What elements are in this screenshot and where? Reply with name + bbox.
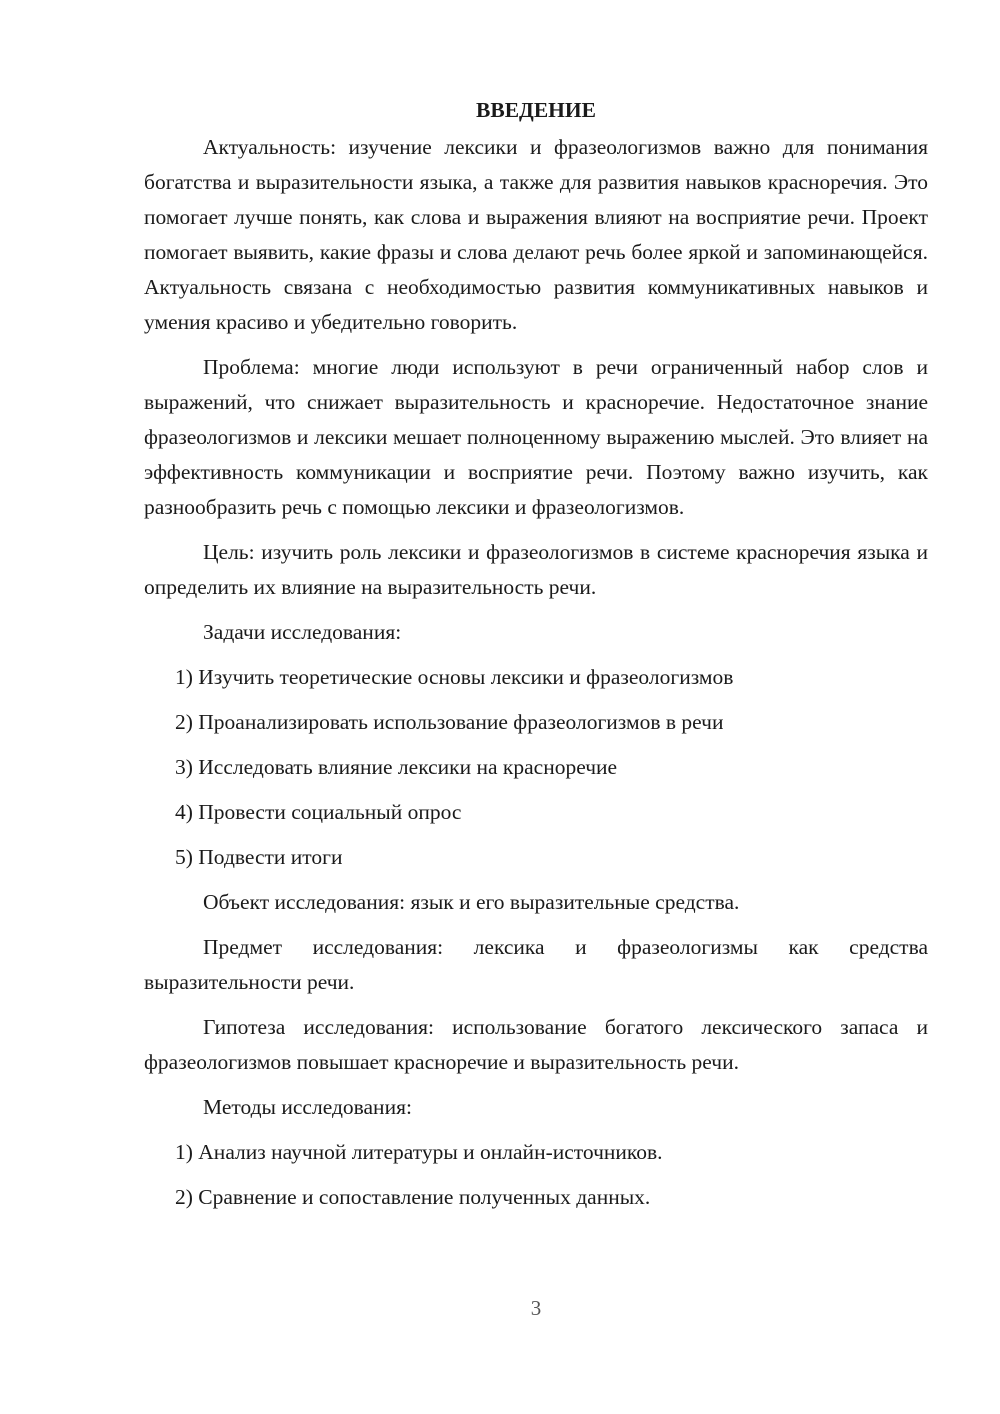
problem-paragraph: Проблема: многие люди используют в речи ограниченный набор слов и выражений, что снижает выразительность и красноречие. Недостаточное знание фразеологизмов и лексики мешает полноценному выражению мыслей. Это влияет на эффективность коммуникации и восприятие речи. Поэтому важно изучить, как разнообразить речь с помощью лексики и фразеологизмов. xyxy=(144,355,928,519)
subject-paragraph: Предмет исследования: лексика и фразеологизмы как средства выразительности речи. xyxy=(144,935,928,994)
hypothesis-paragraph: Гипотеза исследования: использование богатого лексического запаса и фразеологизмов повышает красноречие и выразительность речи. xyxy=(144,1015,928,1074)
goal-paragraph: Цель: изучить роль лексики и фразеологизмов в системе красноречия языка и определить их влияние на выразительность речи. xyxy=(144,540,928,599)
list-item: 1) Анализ научной литературы и онлайн-источников. xyxy=(175,1140,663,1164)
tasks-list xyxy=(144,660,928,875)
section-title: ВВЕДЕНИЕ xyxy=(476,98,596,122)
list-item: 2) Сравнение и сопоставление полученных данных. xyxy=(175,1185,651,1209)
tasks-heading: Задачи исследования: xyxy=(203,620,402,644)
methods-list xyxy=(144,1135,928,1215)
page-number: 3 xyxy=(530,1296,542,1320)
relevance-paragraph: Актуальность: изучение лексики и фразеологизмов важно для понимания богатства и выразительности языка, а также для развития навыков красноречия. Это помогает лучше понять, как слова и выражения влияют на восприятие речи. Проект помогает выявить, какие фразы и слова делают речь более яркой и запоминающейся. Актуальность связана с необходимостью развития коммуникативных навыков и умения красиво и убедительно говорить. xyxy=(144,135,928,334)
list-item: 1) Изучить теоретические основы лексики и фразеологизмов xyxy=(175,665,734,689)
object-paragraph: Объект исследования: язык и его выразительные средства. xyxy=(203,890,740,914)
list-item: 2) Проанализировать использование фразеологизмов в речи xyxy=(175,710,724,734)
methods-heading: Методы исследования: xyxy=(203,1095,412,1119)
list-item: 5) Подвести итоги xyxy=(175,845,343,869)
list-item: 4) Провести социальный опрос xyxy=(175,800,462,824)
list-item: 3) Исследовать влияние лексики на красноречие xyxy=(175,755,618,779)
document-page xyxy=(144,92,928,1225)
